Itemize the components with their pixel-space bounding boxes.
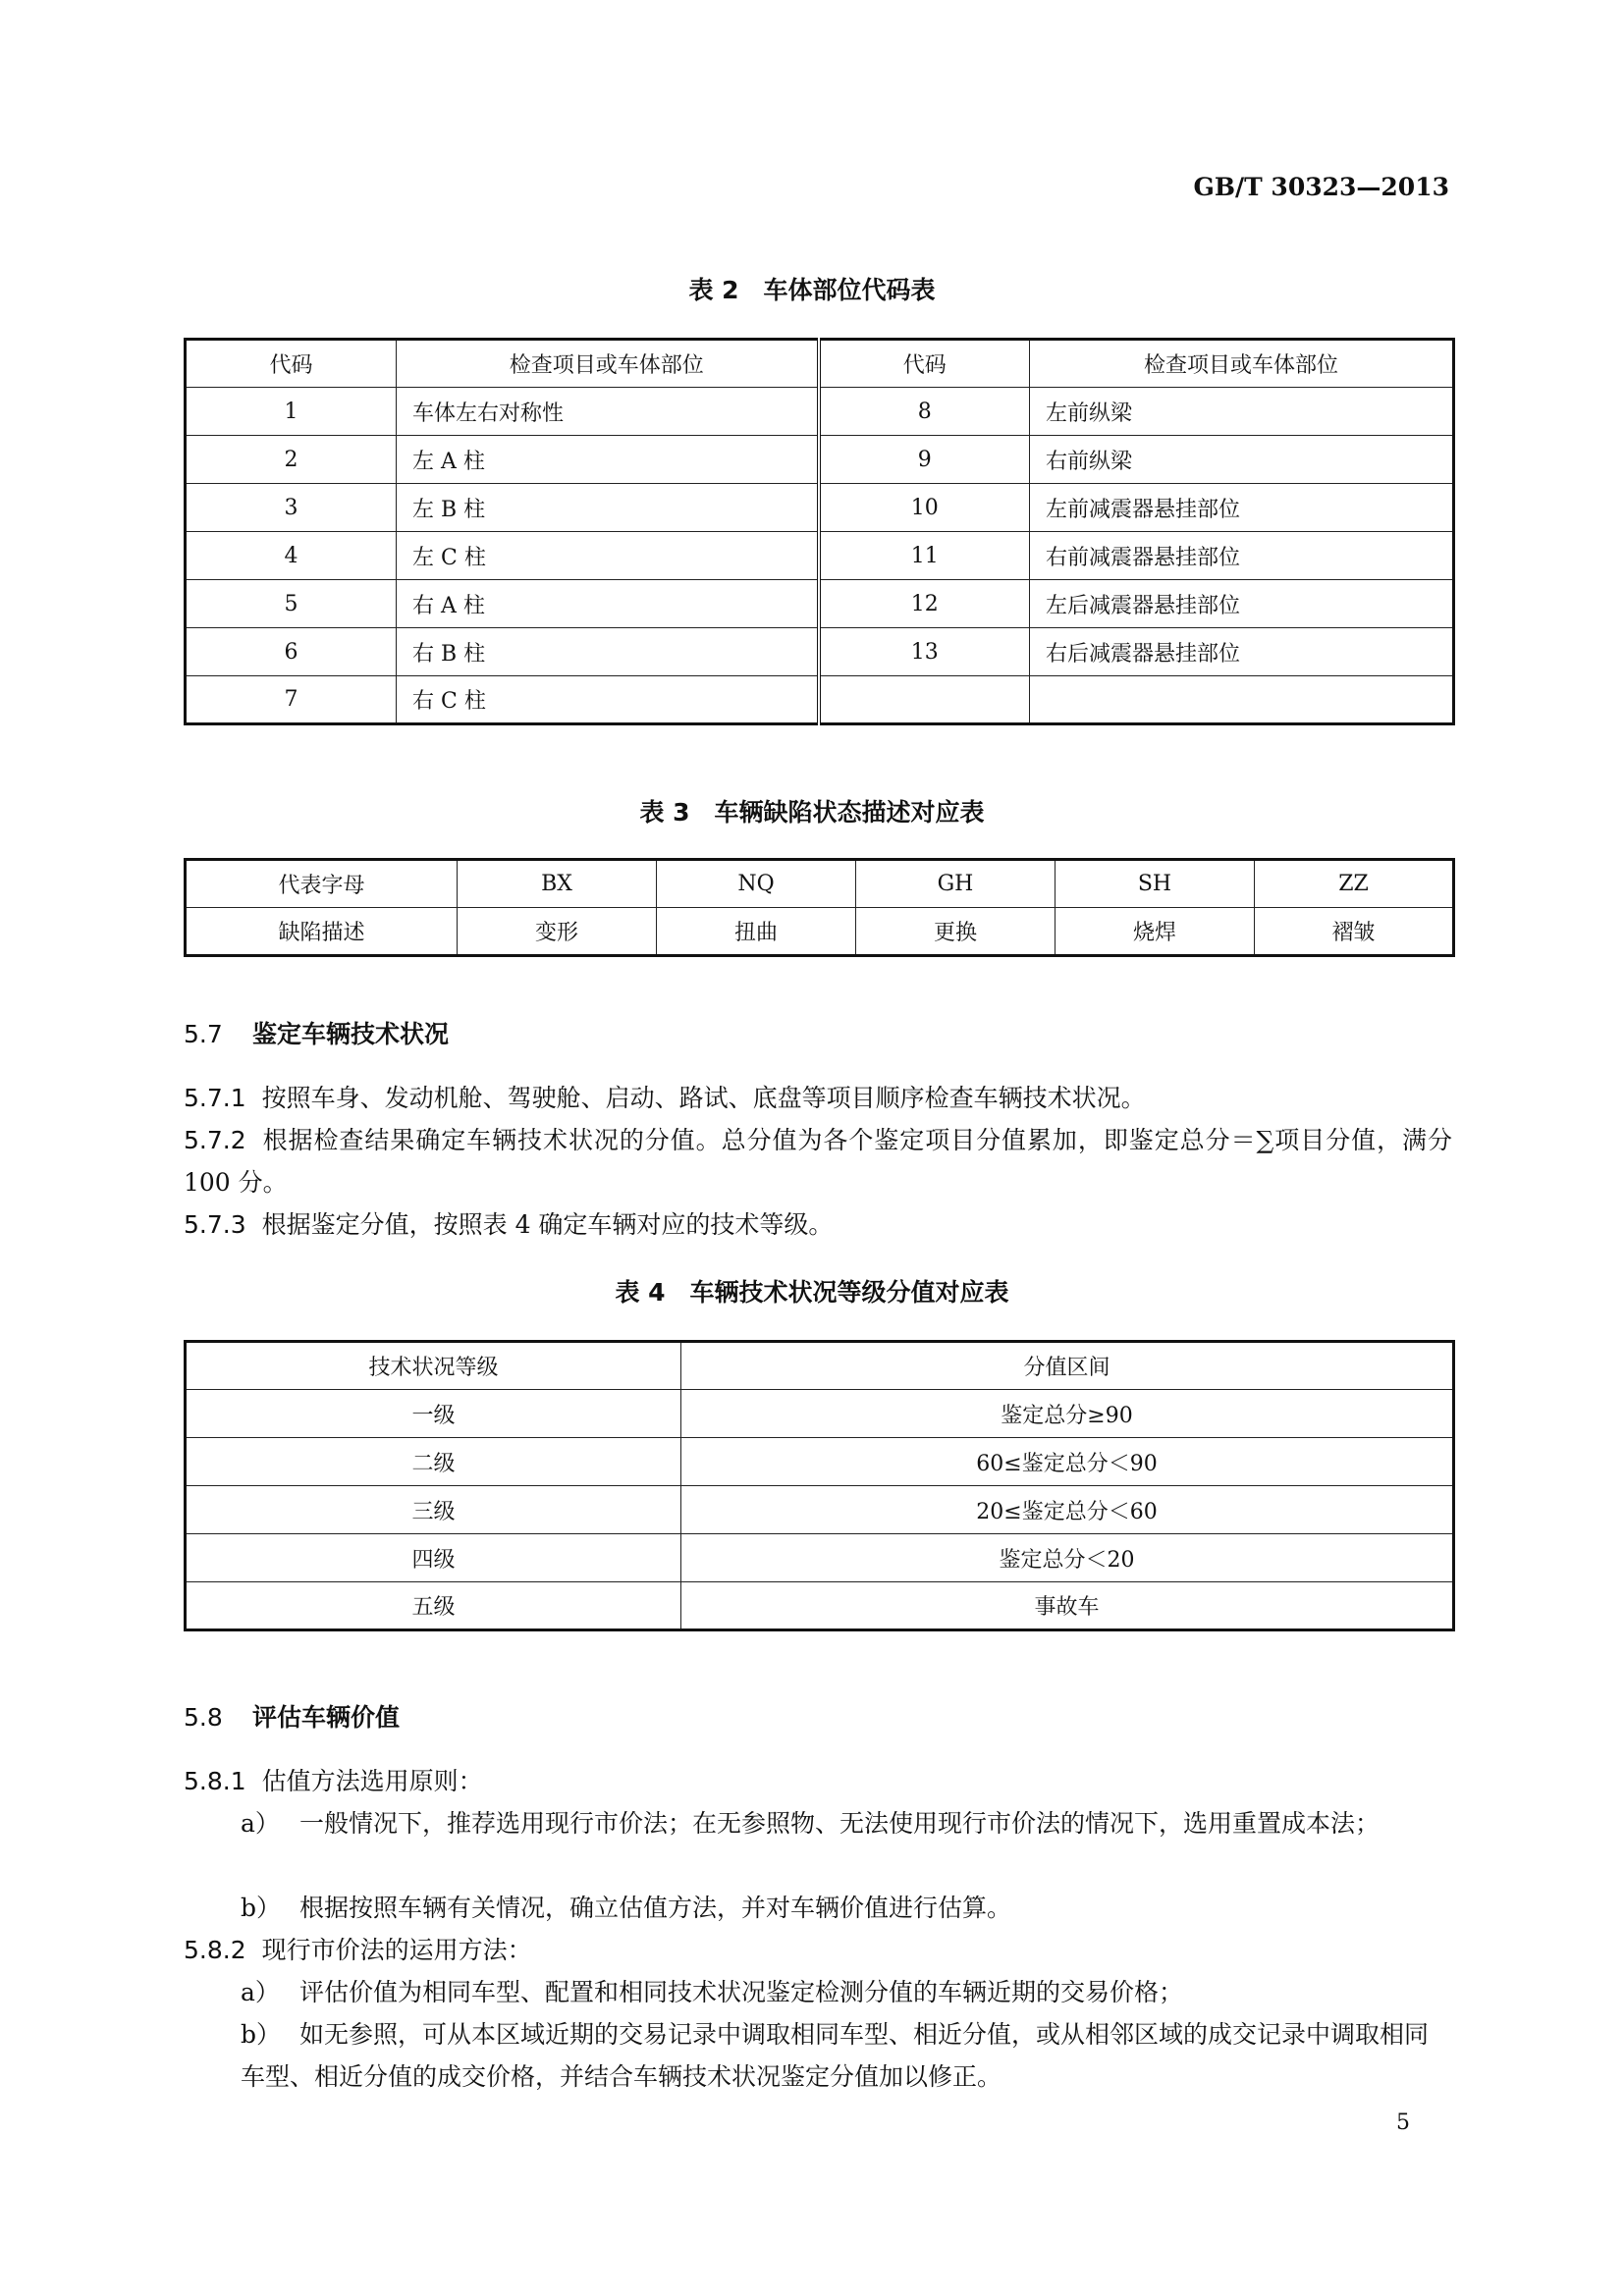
clause-number: 5.8.1 [184,1767,246,1795]
clause-text: 按照车身、发动机舱、驾驶舱、启动、路试、底盘等项目顺序检查车辆技术状况。 [261,1084,1146,1112]
table-row [186,436,1454,484]
standard-code-header: GB/T 30323—2013 [1193,173,1449,201]
label-cell: 缺陷描述 [186,908,458,956]
list-label: a） [241,1809,280,1838]
header-cell: 检查项目或车体部位 [397,340,819,388]
list-text: 如无参照，可从本区域近期的交易记录中调取相同车型、相近分值，或从相邻区域的成交记录中调取相同车型、相近分值的成交价格，并结合车辆技术状况鉴定分值加以修正。 [241,2020,1430,2091]
clause-text: 现行市价法的运用方法： [261,1936,532,1964]
header-cell: 代码 [819,340,1030,388]
table3-defect-codes [184,858,1455,957]
code-cell [819,676,1030,724]
item-cell: 右 B 柱 [397,628,819,676]
table-row [186,1438,1454,1486]
list-item-5-8-1-a [241,1802,1452,1844]
code-cell: 7 [186,676,397,724]
table-row [186,676,1454,724]
code-cell: 11 [819,532,1030,580]
table-row [186,484,1454,532]
code-cell: 13 [819,628,1030,676]
list-item-5-8-2-a [241,1971,1452,2013]
item-cell: 右后减震器悬挂部位 [1030,628,1454,676]
score-cell: 鉴定总分＜20 [681,1534,1454,1582]
table-row [186,908,1454,956]
header-cell: 检查项目或车体部位 [1030,340,1454,388]
clause-text: 根据鉴定分值，按照表 4 确定车辆对应的技术等级。 [261,1210,834,1239]
grade-cell: 四级 [186,1534,681,1582]
code-cell: 5 [186,580,397,628]
label-cell: 代表字母 [186,860,458,908]
table-row [186,1582,1454,1630]
clause-number: 5.7.3 [184,1210,246,1239]
clause-5-8-2 [184,1929,1452,1971]
table2-body-part-codes [184,338,1455,725]
description-cell: 更换 [856,908,1056,956]
item-cell: 右前减震器悬挂部位 [1030,532,1454,580]
table-row [186,860,1454,908]
score-cell: 20≤鉴定总分＜60 [681,1486,1454,1534]
code-cell: 4 [186,532,397,580]
page-number: 5 [1396,2110,1410,2135]
table2-caption: 表 2 车体部位代码表 [688,276,936,304]
list-text: 根据按照车辆有关情况，确立估值方法，并对车辆价值进行估算。 [299,1894,1012,1922]
letter-cell: BX [458,860,657,908]
item-cell: 左后减震器悬挂部位 [1030,580,1454,628]
description-cell: 烧焊 [1056,908,1255,956]
list-label: b） [241,2020,282,2049]
table4-grade-scores [184,1340,1455,1631]
score-cell: 事故车 [681,1582,1454,1630]
section-5-8-heading [184,1698,400,1734]
letter-cell: NQ [657,860,856,908]
list-text: 一般情况下，推荐选用现行市价法；在无参照物、无法使用现行市价法的情况下，选用重置成本法； [299,1809,1380,1838]
code-cell: 6 [186,628,397,676]
code-cell: 8 [819,388,1030,436]
code-cell: 12 [819,580,1030,628]
list-label: a） [241,1978,280,2006]
clause-number: 5.7.2 [184,1126,246,1154]
list-item-5-8-1-b [241,1887,1452,1929]
section-title: 评估车辆价值 [252,1703,401,1732]
grade-cell: 五级 [186,1582,681,1630]
clause-5-8-1 [184,1760,1452,1802]
item-cell: 右 A 柱 [397,580,819,628]
score-cell: 鉴定总分≥90 [681,1390,1454,1438]
section-5-7-heading [184,1015,449,1050]
table3-caption: 表 3 车辆缺陷状态描述对应表 [639,798,985,827]
item-cell: 右 C 柱 [397,676,819,724]
item-cell: 左前减震器悬挂部位 [1030,484,1454,532]
score-cell: 60≤鉴定总分＜90 [681,1438,1454,1486]
list-label: b） [241,1894,282,1922]
table-header-row [186,1342,1454,1390]
letter-cell: GH [856,860,1056,908]
section-title: 鉴定车辆技术状况 [252,1020,450,1048]
table-row [186,1486,1454,1534]
table-header-row [186,340,1454,388]
table-row [186,628,1454,676]
code-cell: 2 [186,436,397,484]
table4-caption: 表 4 车辆技术状况等级分值对应表 [615,1278,1009,1307]
item-cell: 左 B 柱 [397,484,819,532]
clause-5-7-3 [184,1203,1452,1246]
header-cell: 代码 [186,340,397,388]
list-text: 评估价值为相同车型、配置和相同技术状况鉴定检测分值的车辆近期的交易价格； [299,1978,1184,2006]
item-cell: 左 C 柱 [397,532,819,580]
section-number: 5.8 [184,1703,223,1732]
table-row [186,532,1454,580]
header-cell: 技术状况等级 [186,1342,681,1390]
clause-number: 5.8.2 [184,1936,246,1964]
item-cell: 车体左右对称性 [397,388,819,436]
table-row [186,1534,1454,1582]
description-cell: 变形 [458,908,657,956]
header-cell: 分值区间 [681,1342,1454,1390]
table-row [186,580,1454,628]
code-cell: 10 [819,484,1030,532]
letter-cell: SH [1056,860,1255,908]
code-cell: 1 [186,388,397,436]
description-cell: 褶皱 [1255,908,1454,956]
description-cell: 扭曲 [657,908,856,956]
grade-cell: 三级 [186,1486,681,1534]
list-item-5-8-2-b [241,2013,1452,2098]
grade-cell: 一级 [186,1390,681,1438]
item-cell: 左 A 柱 [397,436,819,484]
clause-number: 5.7.1 [184,1084,246,1112]
clause-5-7-2 [184,1119,1452,1203]
table-row [186,1390,1454,1438]
item-cell: 左前纵梁 [1030,388,1454,436]
clause-text: 估值方法选用原则： [261,1767,483,1795]
section-number: 5.7 [184,1020,223,1048]
letter-cell: ZZ [1255,860,1454,908]
clause-5-7-1 [184,1077,1452,1119]
grade-cell: 二级 [186,1438,681,1486]
item-cell: 右前纵梁 [1030,436,1454,484]
clause-text: 根据检查结果确定车辆技术状况的分值。总分值为各个鉴定项目分值累加，即鉴定总分＝∑项目分值，满分 100 分。 [184,1126,1452,1197]
item-cell [1030,676,1454,724]
table-row [186,388,1454,436]
code-cell: 3 [186,484,397,532]
code-cell: 9 [819,436,1030,484]
